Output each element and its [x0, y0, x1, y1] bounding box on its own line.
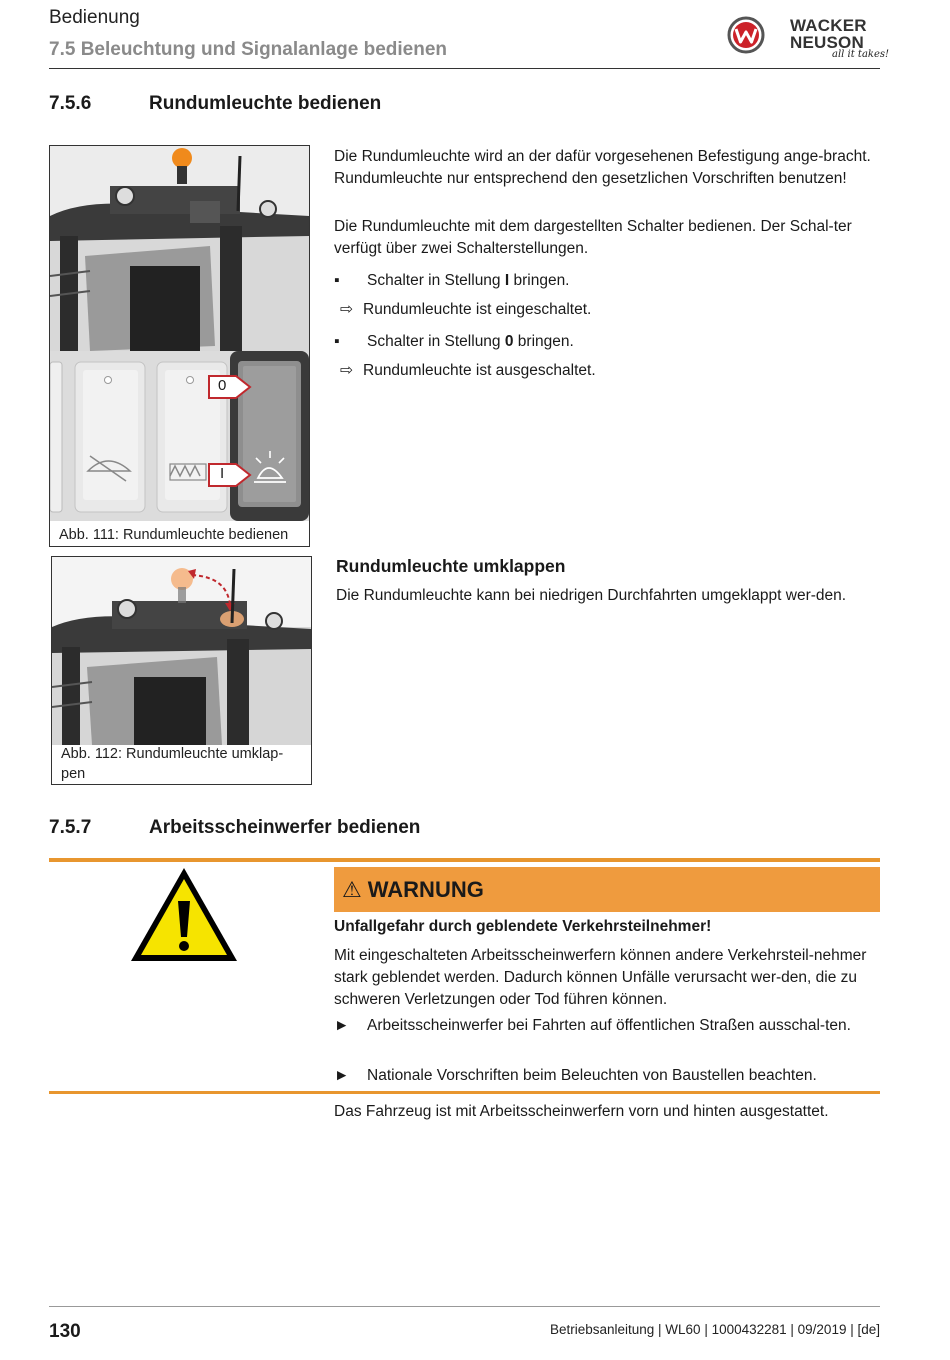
page-number: 130 — [49, 1321, 81, 1342]
intro-paragraph: Die Rundumleuchte wird an der dafür vorgesehenen Befestigung ange-bracht. Rundumleuchte nur entsprechend den gesetzlichen Vorschriften benutzen! — [334, 148, 871, 187]
warning-banner — [334, 867, 880, 912]
cab-switch-illustration — [50, 146, 309, 521]
brand-tagline: all it takes! — [832, 49, 890, 60]
step-bullet: ▪ — [334, 272, 340, 289]
warning-headline: Unfallgefahr durch geblendete Verkehrsteilnehmer! — [334, 918, 712, 935]
figure-111-caption: Abb. 111: Rundumleuchte bedienen — [59, 527, 289, 543]
chapter-title: Bedienung — [49, 7, 140, 28]
figure-112 — [51, 556, 312, 785]
fold-paragraph: Die Rundumleuchte kann bei niedrigen Durchfahrten umgeklappt wer-den. — [336, 587, 847, 604]
warning-top-rule — [49, 858, 880, 862]
action-arrow-icon: ► — [334, 1067, 350, 1084]
result-arrow-icon: ⇨ — [340, 301, 353, 318]
action-arrow-icon: ► — [334, 1017, 350, 1034]
closing-paragraph: Das Fahrzeug ist mit Arbeitsscheinwerfern vorn und hinten ausgestattet. — [334, 1103, 829, 1120]
header-rule — [49, 68, 880, 69]
result-switched-off: ⇨ Rundumleuchte ist ausgeschaltet. — [340, 360, 880, 382]
section-heading: Rundumleuchte bedienen — [149, 93, 382, 114]
callout-label-0: 0 — [218, 377, 227, 394]
warning-action-2: ► Nationale Vorschriften beim Beleuchten von Baustellen beachten. — [334, 1065, 880, 1087]
beacon-fold-illustration — [52, 557, 311, 745]
result-switched-on: ⇨ Rundumleuchte ist eingeschaltet. — [340, 299, 880, 321]
warning-triangle-icon — [128, 865, 240, 970]
figure-111 — [49, 145, 310, 547]
step-switch-on: ▪ Schalter in Stellung I bringen. — [334, 270, 880, 292]
figure-112-caption: Abb. 112: Rundumleuchte umklap-pen — [61, 746, 284, 782]
result-arrow-icon: ⇨ — [340, 362, 353, 379]
callout-position-0 — [208, 375, 252, 399]
footer-doc-info: Betriebsanleitung | WL60 | 1000432281 | 09/2019 | [de] — [549, 1322, 880, 1337]
switch-paragraph: Die Rundumleuchte mit dem dargestellten Schalter bedienen. Der Schal-ter verfügt über zwei Schalterstellungen. — [334, 218, 852, 257]
wacker-logo-icon — [727, 16, 765, 59]
section-subtitle: 7.5 Beleuchtung und Signalanlage bedienen — [49, 39, 448, 60]
section-number: 7.5.6 — [49, 93, 92, 114]
warning-label: WARNUNG — [367, 876, 484, 902]
warning-action-1: ► Arbeitsscheinwerfer bei Fahrten auf öffentlichen Straßen ausschal-ten. — [334, 1015, 880, 1037]
step-switch-off: ▪ Schalter in Stellung 0 bringen. — [334, 331, 880, 353]
step-bullet: ▪ — [334, 333, 340, 350]
subsection-heading: Rundumleuchte umklappen — [336, 556, 566, 576]
footer-rule — [49, 1306, 880, 1307]
section-heading: Arbeitsscheinwerfer bedienen — [149, 817, 421, 838]
brand-name: WACKER NEUSON — [790, 16, 867, 52]
callout-label-I: I — [220, 465, 225, 482]
warning-bottom-rule — [49, 1091, 880, 1094]
warning-sign-icon: ⚠ — [342, 876, 362, 902]
callout-position-I — [208, 463, 252, 487]
warning-text: Mit eingeschalteten Arbeitsscheinwerfern können andere Verkehrsteil-nehmer stark geblendet werden. Dadurch können Unfälle verursacht wer-den, die zu schweren Verletzungen oder Tod führen können. — [334, 947, 867, 1008]
section-number: 7.5.7 — [49, 817, 92, 838]
